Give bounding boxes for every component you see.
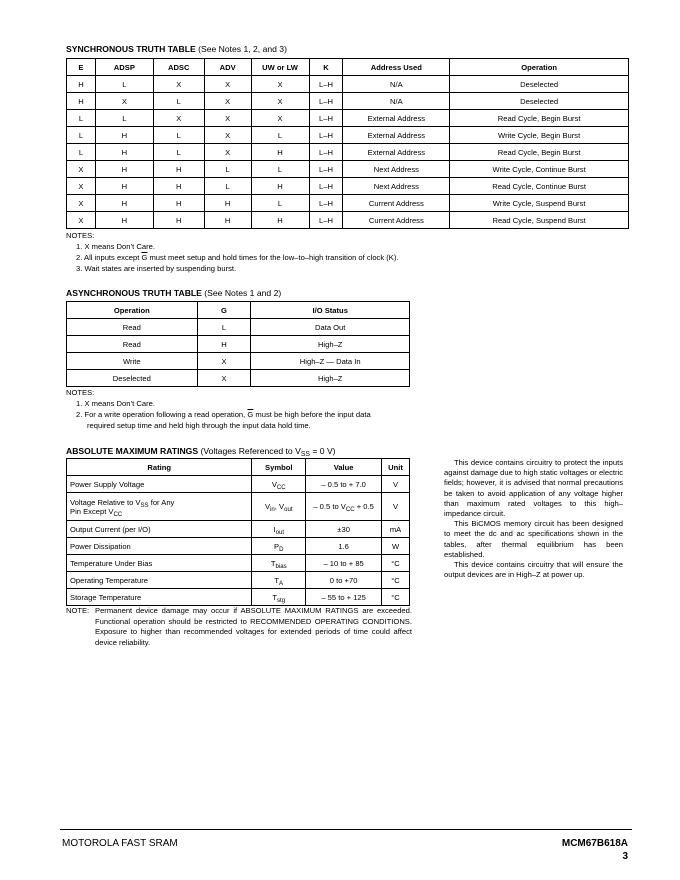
table-cell: X [153,76,204,93]
table-row [67,76,629,93]
table-row [67,110,629,127]
table-cell: L–H [309,93,343,110]
async-table-title: ASYNCHRONOUS TRUTH TABLE (See Notes 1 and 2) [66,288,282,298]
table-cell: N/A [343,76,450,93]
rating-cell: Voltage Relative to $V_{SS}$ for Any Pin Except $V_{CC}$ [67,493,252,521]
table-cell: L [67,144,96,161]
symbol-cell: $V_{in}$, $V_{out}$ [252,493,306,521]
async-notes [66,387,371,431]
table-row [67,127,629,144]
rating-cell: Power Supply Voltage [67,476,252,493]
paragraph-power-up: This device contains circuitry that will ensure the output devices are in High–Z at power up. [444,560,623,580]
column-header: ADSC [153,59,204,76]
table-cell: L [204,178,251,195]
table-cell: X [204,110,251,127]
table-cell: H [153,212,204,229]
table-cell: L–H [309,110,343,127]
table-cell: L–H [309,195,343,212]
table-cell: L [251,161,309,178]
table-cell: L [197,319,251,336]
table-cell: High–Z [251,336,410,353]
paragraph-static-protection: This device contains circuitry to protect the inputs against damage due to high static voltages or electric fields; however, it is advised that normal precautions be taken to avoid application of any voltage higher than maximum rated voltages to this high–impedance circuit. [444,458,623,519]
table-cell: High–Z [251,370,410,387]
column-header: ADSP [95,59,153,76]
column-header: Unit [382,459,410,476]
table-cell: Write [67,353,198,370]
note-label: NOTE: [66,606,90,615]
column-header: E [67,59,96,76]
table-cell: X [197,353,251,370]
table-cell: H [95,178,153,195]
absolute-max-ratings-table [66,458,410,606]
rating-cell: Storage Temperature [67,589,252,606]
footer-part-page [562,837,628,863]
symbol-cell: $V_{CC}$ [252,476,306,493]
absmax-title: ABSOLUTE MAXIMUM RATINGS (Voltages Referenced to $V_{SS} = 0$ V) [66,446,336,459]
table-cell: H [251,212,309,229]
table-cell: X [67,161,96,178]
table-cell: Current Address [343,195,450,212]
table-cell: External Address [343,110,450,127]
table-cell: H [95,212,153,229]
table-cell: L–H [309,76,343,93]
table-cell: L [204,161,251,178]
unit-cell: °C [382,572,410,589]
absmax-note [66,606,412,648]
note-2-cont: required setup time and held high through the input data hold time. [87,421,311,430]
rating-cell: Power Dissipation [67,538,252,555]
symbol-cell: $T_{stg}$ [252,589,306,606]
table-cell: L [153,93,204,110]
column-header: K [309,59,343,76]
table-cell: X [197,370,251,387]
table-cell: H [204,195,251,212]
value-cell: 0 to +70 [306,572,382,589]
value-cell: – 0.5 to $V_{CC} + 0.5$ [306,493,382,521]
table-row [67,212,629,229]
column-header: Address Used [343,59,450,76]
table-row [67,353,410,370]
column-header: ADV [204,59,251,76]
table-row [67,319,410,336]
table-row [67,370,410,387]
table-cell: L [95,76,153,93]
table-row [67,336,410,353]
table-cell: X [204,76,251,93]
table-cell: L [67,127,96,144]
table-cell: H [251,178,309,195]
value-cell: – 0.5 to + 7.0 [306,476,382,493]
sync-notes [66,230,399,274]
table-row [67,195,629,212]
table-cell: Data Out [251,319,410,336]
table-cell: H [95,161,153,178]
table-cell: H [95,144,153,161]
table-cell: Read Cycle, Begin Burst [450,144,629,161]
footer-rule [60,829,632,830]
column-header: Value [306,459,382,476]
table-row [67,538,410,555]
table-cell: Write Cycle, Continue Burst [450,161,629,178]
table-cell: H [67,76,96,93]
footer-part-number: MCM67B618A [561,838,628,849]
table-row [67,476,410,493]
table-cell: Current Address [343,212,450,229]
table-cell: Write Cycle, Suspend Burst [450,195,629,212]
table-cell: X [251,93,309,110]
table-cell: Read Cycle, Suspend Burst [450,212,629,229]
footer-doc-title: MOTOROLA FAST SRAM [62,838,178,849]
table-cell: H [153,161,204,178]
table-row [67,589,410,606]
column-header: Rating [67,459,252,476]
table-row [67,93,629,110]
page-number: 3 [622,851,628,862]
notes-label: NOTES: [66,231,95,240]
table-cell: Read [67,336,198,353]
value-cell: ±30 [306,521,382,538]
table-cell: L–H [309,144,343,161]
table-row [67,572,410,589]
table-cell: Read Cycle, Continue Burst [450,178,629,195]
table-cell: L [95,110,153,127]
table-cell: X [67,212,96,229]
table-cell: L [153,144,204,161]
table-header-row [67,459,410,476]
sync-truth-table [66,58,629,229]
value-cell: 1.6 [306,538,382,555]
column-header: Operation [450,59,629,76]
table-cell: L–H [309,127,343,144]
table-cell: L–H [309,178,343,195]
table-cell: Read [67,319,198,336]
symbol-cell: $T_{bias}$ [252,555,306,572]
rating-cell: Operating Temperature [67,572,252,589]
table-header-row [67,302,410,319]
protection-description [444,458,623,580]
table-cell: H [95,127,153,144]
table-cell: N/A [343,93,450,110]
table-cell: Next Address [343,178,450,195]
table-cell: Deselected [450,76,629,93]
notes-label: NOTES: [66,388,95,397]
table-cell: H [251,144,309,161]
table-cell: High–Z — Data In [251,353,410,370]
column-header: I/O Status [251,302,410,319]
unit-cell: V [382,493,410,521]
symbol-cell: $P_D$ [252,538,306,555]
symbol-cell: $I_{out}$ [252,521,306,538]
column-header: Symbol [252,459,306,476]
rating-cell: Temperature Under Bias [67,555,252,572]
table-cell: L–H [309,161,343,178]
note-3: 3. Wait states are inserted by suspending burst. [76,264,237,273]
table-cell: H [153,195,204,212]
table-cell: External Address [343,144,450,161]
table-cell: H [153,178,204,195]
column-header: G [197,302,251,319]
table-cell: Next Address [343,161,450,178]
column-header: Operation [67,302,198,319]
unit-cell: W [382,538,410,555]
table-cell: X [67,195,96,212]
table-row [67,178,629,195]
note-text: Permanent device damage may occur if ABSOLUTE MAXIMUM RATINGS are exceeded. Functional operation should be restricted to RECOMMENDED OPERATING CONDITIONS. Exposure to higher than recommended voltages for extended periods of time could affect device reliability. [95,606,412,647]
unit-cell: mA [382,521,410,538]
unit-cell: °C [382,555,410,572]
table-row [67,161,629,178]
value-cell: – 55 to + 125 [306,589,382,606]
table-cell: External Address [343,127,450,144]
table-cell: X [251,110,309,127]
table-cell: L–H [309,212,343,229]
note-2: 2. All inputs except $\overline{G}$ must meet setup and hold times for the low–to–high transition of clock (K). [76,253,399,262]
table-cell: X [251,76,309,93]
sync-table-title: SYNCHRONOUS TRUTH TABLE (See Notes 1, 2, and 3) [66,44,287,54]
table-row [67,493,410,521]
async-truth-table [66,301,410,387]
table-cell: H [95,195,153,212]
table-cell: X [204,93,251,110]
table-cell: L [67,110,96,127]
table-header-row [67,59,629,76]
table-cell: Deselected [67,370,198,387]
table-cell: H [67,93,96,110]
table-cell: H [204,212,251,229]
table-row [67,555,410,572]
table-cell: X [204,144,251,161]
note-2: 2. For a write operation following a read operation, $\overline{G}$ must be high before the input data [76,410,371,419]
note-1: 1. X means Don’t Care. [76,242,155,251]
value-cell: – 10 to + 85 [306,555,382,572]
table-row [67,521,410,538]
table-cell: X [204,127,251,144]
table-cell: X [67,178,96,195]
table-cell: H [197,336,251,353]
unit-cell: °C [382,589,410,606]
table-row [67,144,629,161]
note-1: 1. X means Don’t Care. [76,399,155,408]
table-cell: Deselected [450,93,629,110]
column-header: UW or LW [251,59,309,76]
table-cell: L [251,127,309,144]
table-cell: L [153,127,204,144]
symbol-cell: $T_A$ [252,572,306,589]
table-cell: X [95,93,153,110]
unit-cell: V [382,476,410,493]
table-cell: L [251,195,309,212]
rating-cell: Output Current (per I/O) [67,521,252,538]
table-cell: Read Cycle, Begin Burst [450,110,629,127]
table-cell: X [153,110,204,127]
table-cell: Write Cycle, Begin Burst [450,127,629,144]
paragraph-bicmos: This BiCMOS memory circuit has been designed to meet the dc and ac specifications shown in the tables, after thermal equilibrium has been established. [444,519,623,559]
